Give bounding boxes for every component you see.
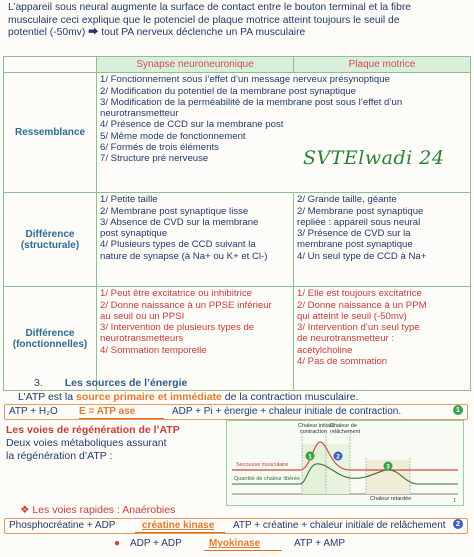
rapides-title: Les voies rapides : Anaérobies: [32, 504, 176, 516]
sentence-text: L’ATP est la: [18, 391, 76, 403]
axis-label-t: t: [454, 498, 456, 504]
equation-right: ADP + Pi + énergie + chaleur initiale de contraction.: [172, 406, 402, 417]
label-initial: Chaleur initiale: [298, 423, 335, 429]
label-secousse: Secousse musculaire: [236, 462, 289, 468]
list-item: 4/ Présence de CCD sur la membrane post: [100, 119, 284, 131]
shared-cell: [97, 73, 471, 193]
enzyme-label: Myokinase: [209, 538, 261, 549]
enzyme-label: E = ATP ase: [79, 406, 136, 417]
list-item: de neurotransmetteur :: [297, 333, 395, 345]
list-item: 4/ Plusieurs types de CCD suivant la: [100, 239, 256, 251]
row-label: Différence (structurale): [4, 193, 97, 287]
sentence-text: de la contraction musculaire.: [221, 391, 359, 403]
label-contraction: contraction: [300, 429, 327, 435]
list-item: 2/ Modification du potentiel de la membrane post synaptique: [100, 85, 356, 97]
column-header: Synapse neuroneuronique: [97, 57, 294, 73]
equation-right: ATP + créatine + chaleur initiale de relâchement: [233, 520, 446, 531]
list-item: neurotransmetteur: [100, 108, 179, 120]
table-row: [4, 73, 471, 193]
list-item: au seuil ou un PPSI: [100, 310, 185, 322]
list-item: 1/ Peut être excitatrice ou inhibitrice: [100, 288, 252, 300]
heat-graph: [226, 420, 464, 506]
list-item: 4/ Pas de sommation: [297, 356, 388, 368]
label-quantite: Quantité de chaleur libérée: [234, 476, 301, 482]
list-item: 4/ Sommation temporelle: [100, 344, 207, 356]
list-item: repliée : appareil sous neural: [297, 216, 421, 228]
svg-text:1: 1: [308, 453, 312, 461]
list-item: 2/ Grande taille, géante: [297, 194, 397, 206]
equation-left: Phosphocréatine + ADP: [9, 520, 116, 531]
rapides-heading: [20, 504, 175, 516]
row-label: Ressemblance: [4, 73, 97, 193]
equation-myokinase: [4, 537, 466, 551]
voies-block: [6, 424, 180, 463]
intro-line: potentiel (-50mv) ⮕ tout PA nerveux déclenche un PA musculaire: [8, 27, 306, 39]
equation-atp-hydrolysis: [4, 404, 468, 420]
equation-left: ATP + H₂O: [9, 406, 58, 417]
equation-right: ATP + AMP: [294, 538, 346, 549]
row-label: Différence (fonctionnelles): [4, 287, 97, 391]
list-item: qui atteint le seuil (-50mv): [297, 310, 407, 322]
intro-paragraph: [8, 2, 468, 40]
voies-text: Deux voies métaboliques assurant: [6, 437, 167, 449]
list-item: 2/ Membrane post synaptique lisse: [100, 205, 249, 217]
label-relax: Chaleur de: [330, 423, 357, 429]
list-item: 1/ Elle est toujours excitatrice: [297, 288, 422, 300]
list-item: 6/ Formés de trois éléments: [100, 142, 219, 154]
list-item: 1/ Petite taille: [100, 194, 158, 206]
list-item: 3/ Intervention de plusieurs types de: [100, 322, 255, 334]
table-corner: [4, 57, 97, 73]
left-cell: [97, 287, 294, 391]
list-item: 3/ Absence de CVD sur la membrane: [100, 216, 259, 228]
right-cell: [294, 287, 471, 391]
label-retardee: Chaleur retardée: [370, 496, 412, 502]
list-item: 5/ Même mode de fonctionnement: [100, 130, 246, 142]
bullet-icon: ❖: [20, 504, 30, 516]
voies-title: Les voies de régénération de l’ATP: [6, 424, 180, 436]
equation-left: ADP + ADP: [130, 538, 182, 549]
table-row: [4, 193, 471, 287]
step-badge: 1: [453, 405, 463, 415]
list-item: acétylcholine: [297, 344, 353, 356]
list-item: neurotransmetteurs: [100, 333, 184, 345]
list-item: post synaptique: [100, 228, 168, 240]
list-item: 2/ Donne naissance à un PPM: [297, 299, 427, 311]
svg-text:3: 3: [386, 463, 390, 471]
section-heading: [34, 377, 187, 389]
list-item: 3/ Intervention d’un seul type: [297, 322, 420, 334]
svg-text:2: 2: [336, 453, 340, 461]
left-cell: [97, 193, 294, 287]
section-number: 3.: [34, 377, 43, 389]
intro-line: musculaire ceci explique que le potenciel de plaque motrice atteint toujours le seuil de: [8, 14, 400, 26]
list-item: 3/ Présence de CVD sur la: [297, 228, 411, 240]
list-item: 1/ Fonctionnement sous l’effet d’un message nerveux présynoptique: [100, 74, 390, 86]
step-badge: 2: [453, 519, 463, 529]
atp-sentence: [18, 391, 358, 403]
list-item: 7/ Structure pré nerveuse: [100, 153, 209, 165]
list-item: 4/ Un seul type de CCD à Na+: [297, 250, 427, 262]
sentence-highlight: source primaire et immédiate: [75, 391, 222, 403]
comparison-table: [3, 56, 471, 391]
list-item: membrane post synaptique: [297, 239, 413, 251]
voies-text: la régénération d’ATP :: [6, 450, 113, 462]
intro-line: L’appareil sous neural augmente la surface de contact entre le bouton terminal et la fibre: [8, 2, 411, 13]
table-row: [4, 287, 471, 391]
label-relax: relâchement: [330, 429, 361, 435]
watermark-signature: SVTElwadi 24: [303, 147, 445, 169]
list-item: nature de synapse (à Na+ ou K+ et Cl-): [100, 250, 268, 262]
list-item: 2/ Membrane post synaptique: [297, 205, 424, 217]
equation-creatine-kinase: [4, 518, 468, 534]
table-header-row: [4, 57, 471, 73]
right-cell: [294, 193, 471, 287]
column-header: Plaque motrice: [294, 57, 471, 73]
list-item: 2/ Donne naissance à un PPSE inférieur: [100, 299, 272, 311]
list-item: 3/ Modification de la perméabilité de la membrane post sous l’effet d’un: [100, 96, 403, 108]
enzyme-label: créatine kinase: [142, 520, 215, 531]
bullet-icon: ●: [114, 538, 121, 549]
section-title: Les sources de l’énergie: [64, 377, 188, 389]
